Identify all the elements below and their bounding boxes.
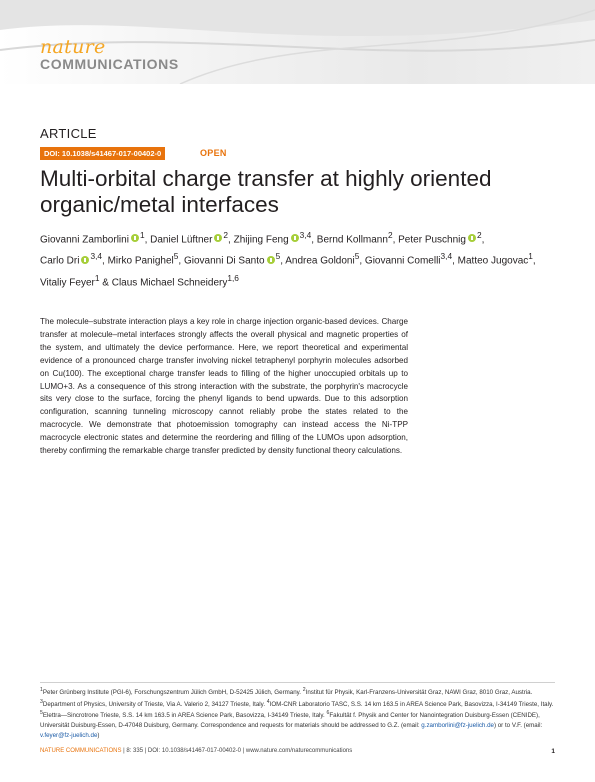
affiliation-text: Department of Physics, University of Trieste, Via A. Valerio 2, 34127 Trieste, Italy. <box>42 700 267 708</box>
affiliation-ref: 5 <box>173 251 179 262</box>
affiliation-number: 6 <box>326 710 330 717</box>
affiliation-ref: 5 <box>354 251 360 262</box>
affiliation-ref: 5 <box>275 251 281 262</box>
affiliations-block <box>40 686 555 740</box>
separator: , <box>311 234 317 246</box>
affiliation-number: 1 <box>40 687 43 693</box>
author-name[interactable]: Andrea Goldoni <box>285 255 355 267</box>
separator: & <box>99 276 112 288</box>
author-name[interactable]: Giovanni Di Santo <box>183 255 265 267</box>
author-name[interactable]: Giovanni Comelli <box>364 255 441 267</box>
footer-doi[interactable]: | DOI: 10.1038/s41467-017-00402-0 | www.nature.com/naturecommunications <box>144 748 353 754</box>
affiliation-text: Elettra—Sincrotrone Trieste, S.S. 14 km 163.5 in AREA Science Park, Basovizza, I-34149 Trieste, Italy. <box>42 712 327 720</box>
separator: , <box>228 234 234 246</box>
author-name[interactable]: Matteo Jugovac <box>457 255 529 267</box>
author-name[interactable]: Carlo Dri <box>40 255 80 267</box>
affiliation-number: 2 <box>302 687 306 693</box>
affiliation-ref: 1 <box>139 230 145 240</box>
orcid-icon[interactable] <box>214 234 222 242</box>
separator: , <box>102 255 108 267</box>
affiliation-number: 4 <box>266 698 270 705</box>
orcid-icon[interactable] <box>267 256 275 264</box>
separator: , <box>481 234 485 246</box>
affiliation-text: Fakultät f. Physik and Center for Nanointegration Duisburg-Essen (CENIDE), Universität Duisburg-Essen, D-47048 Duisburg, Germany. Correspondence and requests for materials should be addressed to G.Z. (email: <box>40 712 540 729</box>
author-list <box>40 227 555 291</box>
separator: , <box>144 234 151 246</box>
author-name[interactable]: Giovanni Zamborlini <box>40 234 129 246</box>
orcid-icon[interactable] <box>468 234 476 242</box>
affiliation-text: ) or to V.F. (email: <box>493 721 543 729</box>
affiliation-number: 3 <box>40 698 43 705</box>
article-title: Multi-orbital charge transfer at highly oriented organic/metal interfaces <box>40 166 492 217</box>
affiliation-ref: 3,4 <box>440 251 453 262</box>
separator: , <box>178 255 184 267</box>
email-link[interactable]: v.feyer@fz-juelich.de <box>40 731 98 739</box>
email-link[interactable]: g.zamborlini@fz-juelich.de <box>421 721 494 729</box>
orcid-icon[interactable] <box>131 234 139 242</box>
author-name[interactable]: Bernd Kollmann <box>316 234 388 246</box>
separator: , <box>359 255 365 267</box>
author-name[interactable]: Vitaliy Feyer <box>40 276 95 288</box>
affiliation-ref: 3,4 <box>90 251 103 262</box>
affiliation-ref: 1 <box>528 251 533 262</box>
affiliation-text: Institut für Physik, Karl-Franzens-Universität Graz, NAWI Graz, 8010 Graz, Austria. <box>305 689 533 697</box>
affiliation-text: ) <box>97 731 100 739</box>
separator: , <box>392 234 399 246</box>
separator: , <box>280 255 286 267</box>
page-number: 1 <box>551 748 555 755</box>
affiliation-ref: 2 <box>387 230 393 240</box>
author-name[interactable]: Daniel Lüftner <box>150 234 213 246</box>
author-name[interactable]: Peter Puschnig <box>398 234 466 246</box>
affiliation-number: 5 <box>40 710 43 717</box>
journal-logo-communications: COMMUNICATIONS <box>40 56 179 72</box>
article-type-label: ARTICLE <box>40 126 97 141</box>
author-name[interactable]: Mirko Panighel <box>107 255 174 267</box>
affiliation-ref: 3,4 <box>299 230 312 240</box>
affiliation-text: IOM-CNR Laboratorio TASC, S.S. 14 km 163.5 in AREA Science Park, Basovizza, I-34149 Trieste, Italy. <box>269 700 554 708</box>
affiliation-ref: 2 <box>223 230 229 240</box>
open-access-label: OPEN <box>200 148 227 158</box>
affiliation-text: Peter Grünberg Institute (PGI-6), Forschungszentrum Jülich GmbH, D-52425 Jülich, Germany. <box>42 689 303 697</box>
affiliation-ref: 1 <box>94 272 100 283</box>
affiliation-ref: 1,6 <box>227 272 239 283</box>
abstract-paragraph: The molecule–substrate interaction plays a key role in charge injection organic-based devices. Charge transfer at molecule–metal interfaces strongly affects the overall physical and magnetic properties of the system, and ultimately the device performance. Here, we report theoretical and experimental evidence of a pronounced charge transfer involving nickel tetraphenyl porphyrin molecules adsorbed on Cu(100). The exceptional charge transfer leads to filling of the higher unoccupied orbitals up to LUMO+3. As a consequence of this strong interaction with the substrate, the porphyrin's macrocycle sits very close to the surface, forcing the phenyl ligands to bend upwards. Due to this adsorption configuration, scanning tunneling microscopy cannot reliably probe the states related to the macrocycle. We demonstrate that photoemission tomography can instead access the Ni-TPP macrocycle electronic states and determine the reordering and filling of the LUMOs upon adsorption, thereby confirming the remarkable charge transfer predicted by density functional theory calculations. <box>40 317 408 456</box>
doi-badge[interactable]: DOI: 10.1038/s41467-017-00402-0 <box>40 147 165 160</box>
page-footer <box>40 748 555 754</box>
orcid-icon[interactable] <box>81 256 89 264</box>
affiliation-ref: 2 <box>476 230 482 240</box>
footer-journal-name: NATURE COMMUNICATIONS <box>40 748 122 754</box>
author-name[interactable]: Claus Michael Schneidery <box>111 276 228 288</box>
separator: , <box>452 255 458 267</box>
footer-volume: | 8: 335 <box>123 748 145 754</box>
affiliation-divider <box>40 682 555 683</box>
orcid-icon[interactable] <box>291 234 299 242</box>
author-name[interactable]: Zhijing Feng <box>233 234 289 246</box>
journal-logo-nature: nature <box>40 36 106 58</box>
separator: , <box>532 255 536 267</box>
